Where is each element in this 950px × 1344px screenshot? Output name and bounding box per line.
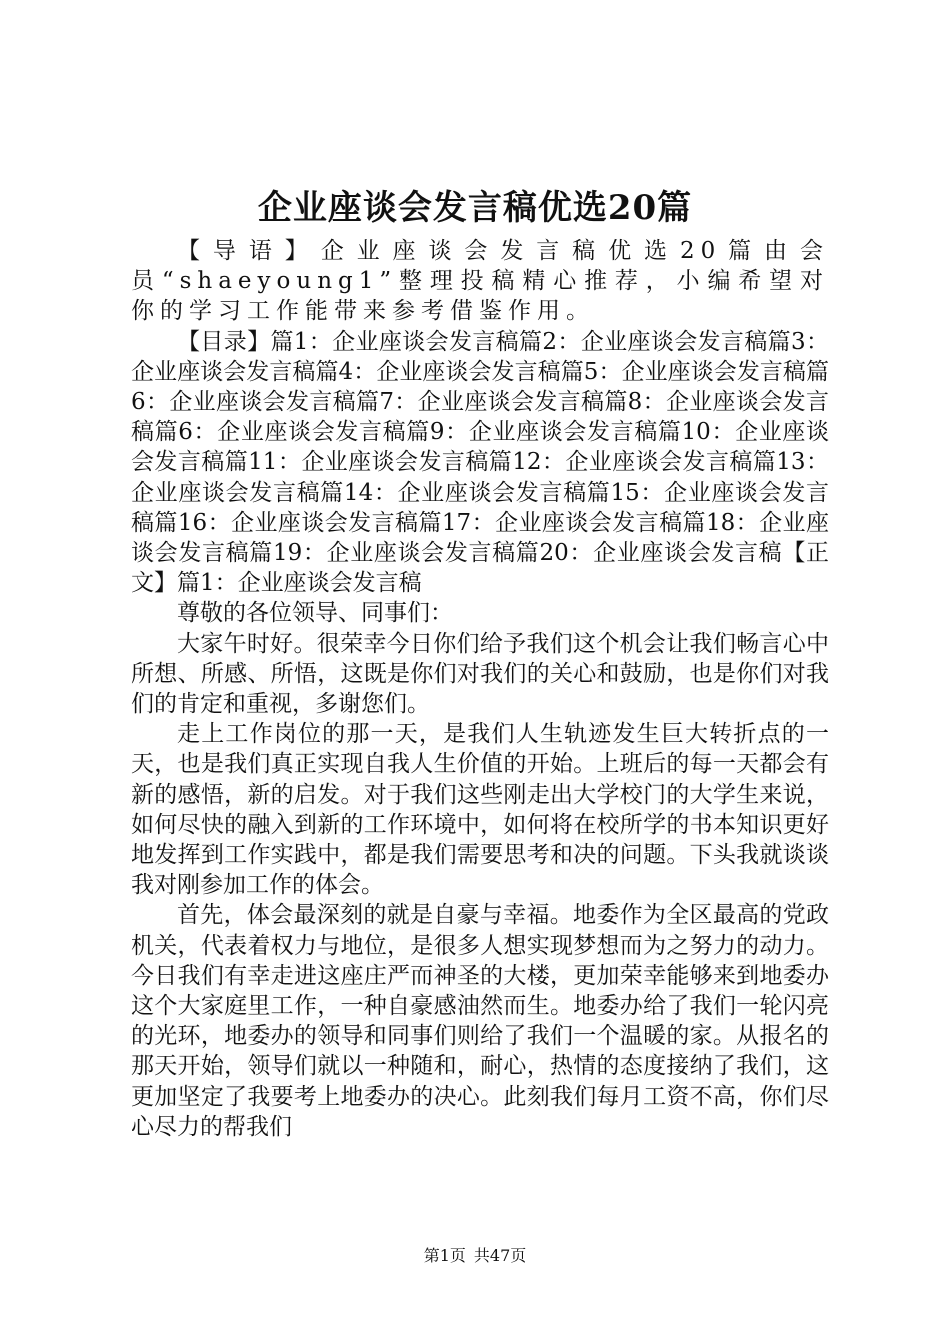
body-paragraph: 首先，体会最深刻的就是自豪与幸福。地委作为全区最高的党政机关，代表着权力与地位，是很多人想实现梦想而为之努力的动力。今日我们有幸走进这座庄严而神圣的大楼，更加荣幸能够来到地委办这个大家庭里工作，一种自豪感油然而生。地委办给了我们一轮闪亮的光环，地委办的领导和同事们则给了我们一个温暖的家。从报名的那天开始，领导们就以一种随和，耐心，热情的态度接纳了我们，这更加坚定了我要考上地委办的决心。此刻我们每月工资不高，你们尽心尽力的帮我们 <box>131 902 829 1140</box>
body-paragraph: 走上工作岗位的那一天，是我们人生轨迹发生巨大转折点的一天，也是我们真正实现自我人生价值的开始。上班后的每一天都会有新的感悟，新的启发。对于我们这些刚走出大学校门的大学生来说，如何尽快的融入到新的工作环境中，如何将在校所学的书本知识更好地发挥到工作实践中，都是我们需要思考和决的问题。下头我就谈谈我对刚参加工作的体会。 <box>131 721 829 899</box>
page-number: 第1页 <box>423 1246 466 1265</box>
intro-paragraph: 【导语】企业座谈会发言稿优选20篇由会员“shaeyoung1”整理投稿精心推荐，小编希望对你的学习工作能带来参考借鉴作用。 <box>131 238 829 325</box>
table-of-contents-paragraph: 【目录】篇1：企业座谈会发言稿篇2：企业座谈会发言稿篇3：企业座谈会发言稿篇4：企业座谈会发言稿篇5：企业座谈会发言稿篇6：企业座谈会发言稿篇7：企业座谈会发言稿篇8：企业座谈会发言稿篇6：企业座谈会发言稿篇9：企业座谈会发言稿篇10：企业座谈会发言稿篇11：企业座谈会发言稿篇12：企业座谈会发言稿篇13：企业座谈会发言稿篇14：企业座谈会发言稿篇15：企业座谈会发言稿篇16：企业座谈会发言稿篇17：企业座谈会发言稿篇18：企业座谈会发言稿篇19：企业座谈会发言稿篇20：企业座谈会发言稿【正文】篇1：企业座谈会发言稿 <box>131 328 829 597</box>
document-title: 企业座谈会发言稿优选20篇 <box>257 188 693 228</box>
salutation-paragraph: 尊敬的各位领导、同事们： <box>177 600 453 627</box>
page-total: 共47页 <box>473 1246 527 1265</box>
page-footer <box>0 1244 950 1268</box>
body-paragraph: 大家午时好。很荣幸今日你们给予我们这个机会让我们畅言心中所想、所感、所悟，这既是你们对我们的关心和鼓励，也是你们对我们的肯定和重视，多谢您们。 <box>131 630 829 718</box>
document-body <box>131 236 829 1142</box>
